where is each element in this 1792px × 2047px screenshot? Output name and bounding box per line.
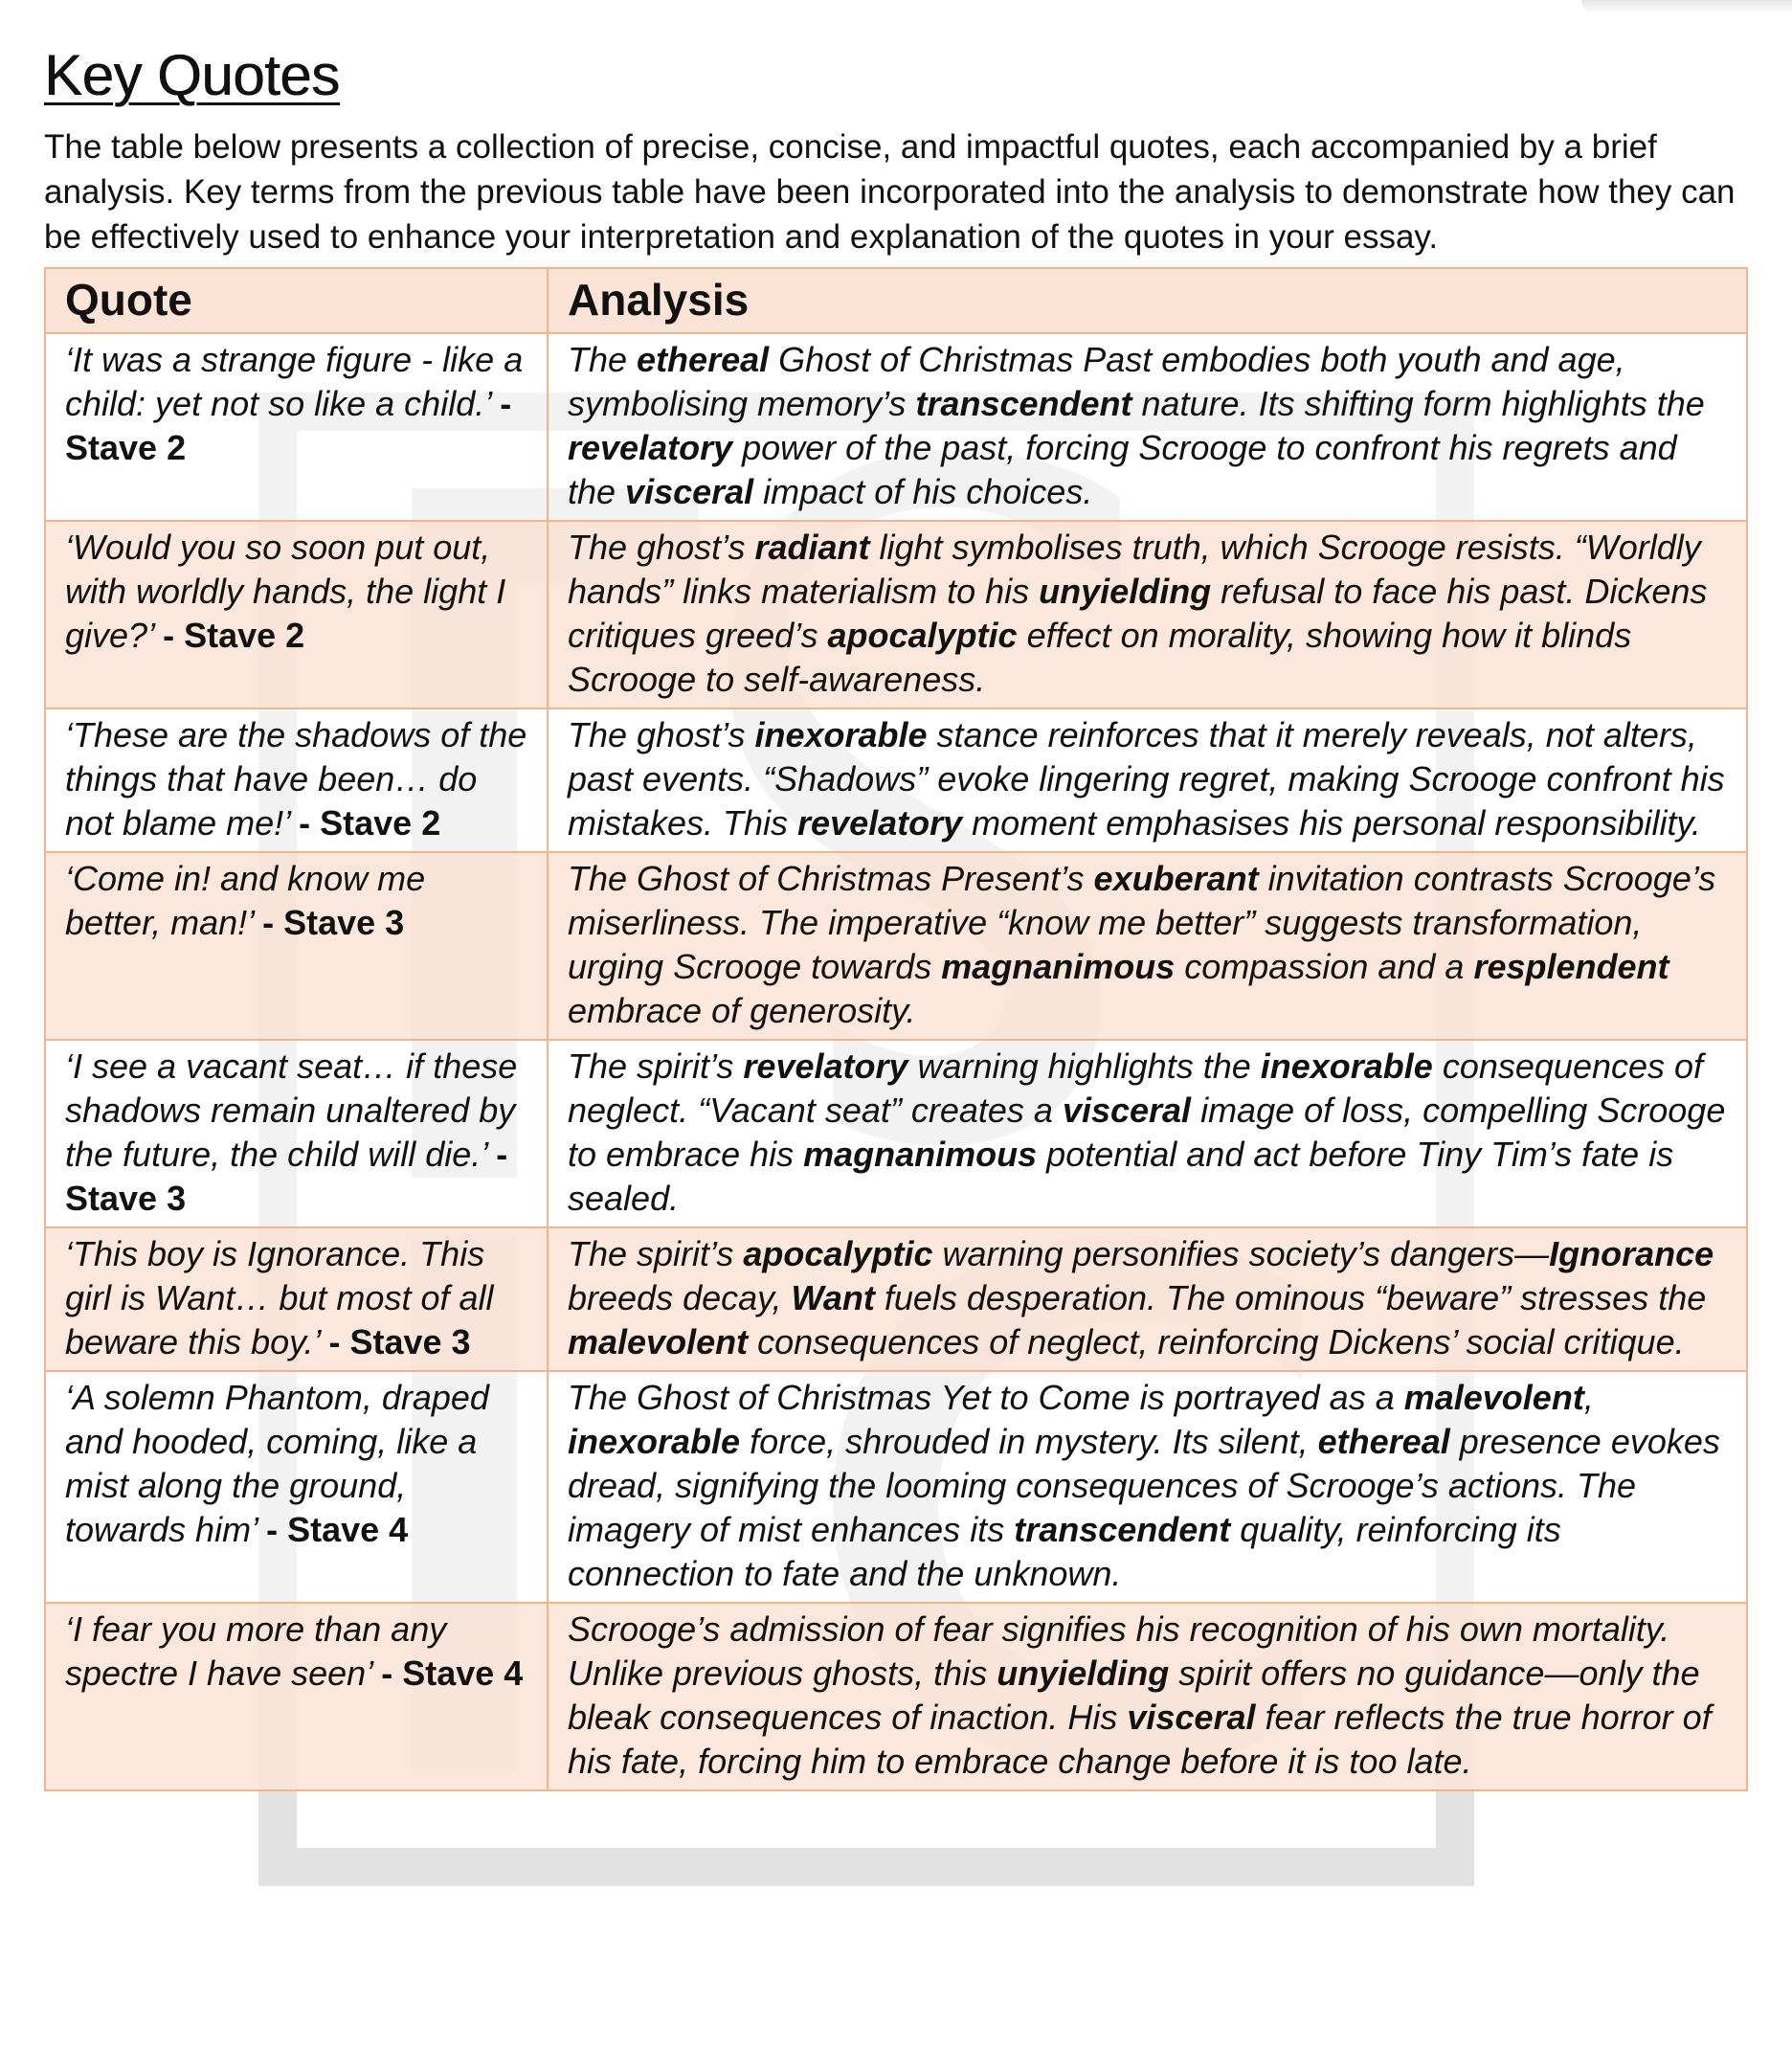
analysis-text: compassion and a [1175,947,1474,986]
analysis-text: power of the past, forcing Scrooge to confront his regrets and the [568,428,1677,511]
key-term: unyielding [997,1653,1170,1693]
key-term: magnanimous [803,1135,1038,1174]
key-quotes-table [44,267,1748,1791]
page-corner-shadow [1581,0,1792,13]
analysis-text: embrace of generosity. [568,991,916,1030]
quote-cell [45,709,548,852]
intro-paragraph: The table below presents a collection of precise, concise, and impactful quotes, each accompanied by a brief analysis. Key terms from the previous table have been incorporated into the analysis to demonstrate how they can be effectively used to enhance your interpretation and explanation of the quotes in your essay. [44,128,1736,256]
analysis-text: warning highlights the [907,1046,1261,1086]
analysis-text: fear reflects the true horror of his fate, forcing him to embrace change before it is too late. [568,1698,1712,1781]
analysis-text: moment emphasises his personal responsibility. [962,803,1701,843]
quote-text: ‘It was a strange figure - like a child: yet not so like a child.’ [65,340,524,423]
analysis-text: stance reinforces that it merely reveals, not alters, past events. “Shadows” evoke lingering regret, making Scrooge confront his mistakes. This [568,715,1725,843]
stave-reference: - Stave 4 [266,1510,409,1549]
stave-reference: - Stave 2 [299,803,441,843]
stave-reference: - Stave 4 [381,1653,524,1693]
page-title: Key Quotes [44,43,340,107]
key-term: radiant [754,528,870,567]
quote-text: ‘A solemn Phantom, draped and hooded, coming, like a mist along the ground, towards him’ [65,1378,489,1549]
stave-reference: - Stave 3 [328,1322,471,1361]
analysis-text: warning personifies society’s dangers— [932,1234,1550,1273]
analysis-text: effect on morality, showing how it blinds Scrooge to self-awareness. [568,616,1632,699]
analysis-cell [548,1603,1747,1790]
quote-cell [45,1371,548,1603]
key-term: ethereal [1317,1422,1450,1461]
analysis-text: nature. Its shifting form highlights the [1131,384,1705,423]
analysis-text: The ghost’s [568,528,755,567]
table-row [45,1603,1747,1790]
table-row [45,1371,1747,1603]
analysis-text: consequences of neglect, reinforcing Dickens’ social critique. [748,1322,1685,1361]
quote-text: ‘I see a vacant seat… if these shadows remain unaltered by the future, the child will die.’ [65,1046,518,1174]
table-header-row [45,268,1747,333]
analysis-text: quality, reinforcing its connection to fate and the unknown. [568,1510,1561,1593]
key-term: inexorable [1260,1046,1433,1086]
stave-reference: - Stave 2 [163,616,305,655]
key-term: revelatory [568,428,733,467]
key-term: visceral [625,472,754,511]
key-term: revelatory [743,1046,908,1086]
quote-cell [45,521,548,709]
key-term: Want [791,1278,875,1317]
table-row [45,521,1747,709]
quote-text: ‘These are the shadows of the things that have been… do not blame me!’ [65,715,527,843]
analysis-text: The spirit’s [568,1046,744,1086]
analysis-text: The Ghost of Christmas Present’s [568,859,1094,898]
analysis-cell [548,852,1747,1040]
analysis-text: invitation contrasts Scrooge’s miserliness. The imperative “know me better” suggests transformation, urging Scrooge towards [568,859,1716,986]
table-row [45,852,1747,1040]
analysis-text: The [568,340,638,379]
analysis-text: The ghost’s [568,715,755,754]
key-term: apocalyptic [743,1234,933,1273]
analysis-text: fuels desperation. The ominous “beware” stresses the [874,1278,1707,1317]
column-header-quote: Quote [45,268,548,333]
quote-text: ‘I fear you more than any spectre I have seen’ [65,1609,447,1693]
analysis-text: Ghost of Christmas Past embodies both youth and age, symbolising memory’s [568,340,1625,423]
analysis-cell [548,709,1747,852]
quote-cell [45,852,548,1040]
analysis-text: breeds decay, [568,1278,792,1317]
key-term: inexorable [754,715,928,754]
analysis-cell [548,333,1747,521]
key-term: malevolent [1403,1378,1584,1417]
quote-cell [45,333,548,521]
quote-text: ‘Come in! and know me better, man!’ [65,859,426,942]
column-header-analysis: Analysis [548,268,1747,333]
analysis-text: presence evokes dread, signifying the looming consequences of Scrooge’s actions. The imagery of mist enhances its [568,1422,1720,1549]
table-row [45,709,1747,852]
analysis-text: , [1583,1378,1594,1417]
key-term: transcendent [1014,1510,1231,1549]
analysis-text: impact of his choices. [753,472,1093,511]
analysis-text: The spirit’s [568,1234,744,1273]
analysis-text: image of loss, compelling Scrooge to embrace his [568,1091,1726,1174]
table-row [45,1227,1747,1371]
analysis-text: refusal to face his past. Dickens critiques greed’s [568,572,1708,655]
analysis-text: potential and act before Tiny Tim’s fate is sealed. [568,1135,1674,1218]
key-term: revelatory [797,803,963,843]
stave-reference: - Stave 2 [65,384,512,467]
analysis-text: The Ghost of Christmas Yet to Come is portrayed as a [568,1378,1404,1417]
analysis-text: light symbolises truth, which Scrooge resists. “Worldly hands” links materialism to his [568,528,1701,611]
analysis-text: spirit offers no guidance—only the bleak consequences of inaction. His [568,1653,1700,1737]
analysis-text: consequences of neglect. “Vacant seat” creates a [568,1046,1704,1130]
table-row [45,333,1747,521]
key-term: unyielding [1039,572,1212,611]
key-term: inexorable [568,1422,741,1461]
document-page [44,42,1746,1791]
analysis-cell [548,1227,1747,1371]
quote-text: ‘Would you so soon put out, with worldly hands, the light I give?’ [65,528,506,655]
key-term: exuberant [1093,859,1259,898]
quote-cell [45,1040,548,1227]
key-term: magnanimous [941,947,1176,986]
key-term: transcendent [915,384,1132,423]
quote-cell [45,1603,548,1790]
analysis-cell [548,1040,1747,1227]
analysis-text: force, shrouded in mystery. Its silent, [740,1422,1318,1461]
quote-cell [45,1227,548,1371]
stave-reference: - Stave 3 [262,903,405,942]
table-row [45,1040,1747,1227]
key-term: resplendent [1473,947,1669,986]
key-term: visceral [1062,1091,1192,1130]
key-term: apocalyptic [827,616,1018,655]
key-term: ethereal [637,340,770,379]
stave-reference: - Stave 3 [65,1135,508,1218]
key-term: malevolent [568,1322,749,1361]
key-term: Ignorance [1549,1234,1714,1273]
analysis-cell [548,521,1747,709]
analysis-text: Scrooge’s admission of fear signifies his recognition of his own mortality. Unlike previous ghosts, this [568,1609,1670,1693]
key-term: visceral [1127,1698,1256,1737]
quote-text: ‘This boy is Ignorance. This girl is Want… but most of all beware this boy.’ [65,1234,494,1361]
analysis-cell [548,1371,1747,1603]
